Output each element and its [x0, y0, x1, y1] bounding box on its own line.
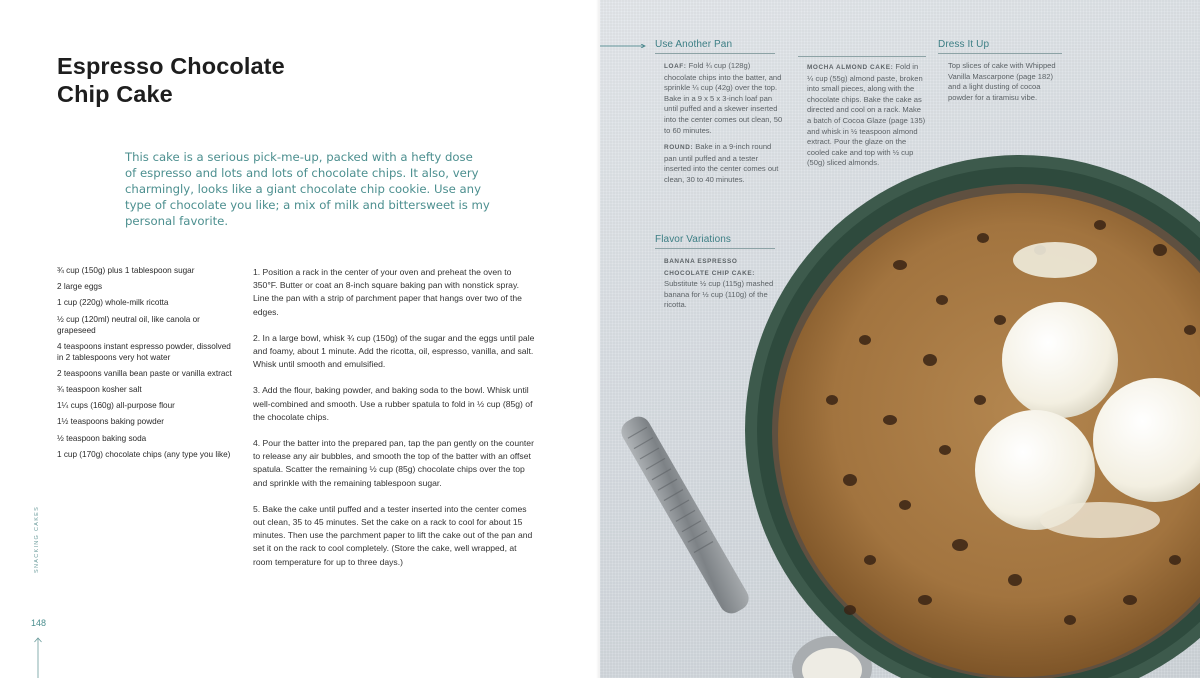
kicker-loaf: LOAF: [664, 63, 687, 70]
sidebar-use-another-pan [655, 39, 783, 192]
intro-line: type of chocolate you like; a mix of milk and bittersweet is my [125, 198, 490, 212]
arrow-right-icon [600, 44, 646, 48]
sidebar-body [798, 62, 926, 169]
ingredient-item: 2 teaspoons vanilla bean paste or vanilla extract [57, 368, 232, 378]
method-step: 3. Add the flour, baking powder, and baking soda to the bowl. Whisk until well-combined and smooth. Use a rubber spatula to fold in ½ cup (85g) of the chocolate chips. [253, 385, 533, 422]
arrow-up-icon [33, 636, 43, 678]
round-text: Bake in a 9-inch round pan until puffed and a tester inserted into the center comes out clean, 30 to 40 minutes. [664, 142, 779, 184]
mocha-text: Fold in ¼ cup (55g) almond paste, broken into small pieces, along with the chocolate chips. Bake the cake as directed and cool on a rack. Make a batch of Cocoa Glaze (page 135) and whisk in ½ teaspoon almond extract. Pour the glaze on the cooled cake and top with ½ cup (50g) sliced almonds. [807, 62, 926, 168]
ingredient-item: ¾ teaspoon kosher salt [57, 385, 142, 395]
ingredient-item: 1 cup (170g) chocolate chips (any type you like) [57, 449, 231, 459]
method-step: 1. Position a rack in the center of your oven and preheat the oven to 350°F. Butter or coat an 8-inch square baking pan with nonstick spray. Line the pan with a strip of parchment paper that hangs over two of the edges. [253, 267, 522, 317]
ingredient-item: ¾ cup (150g) plus 1 tablespoon sugar [57, 266, 195, 275]
sidebar-rule [655, 248, 775, 249]
photo-page [600, 0, 1200, 678]
ingredient-item: 1½ teaspoons baking powder [57, 417, 164, 427]
sidebar-flavor-variations [655, 234, 783, 317]
ingredient-item: ½ teaspoon baking soda [57, 433, 147, 443]
banana-text: Substitute ½ cup (115g) mashed banana for ½ cup (110g) of the ricotta. [664, 279, 774, 310]
sidebar-rule [938, 53, 1062, 54]
ingredient-item: 1¼ cups (160g) all-purpose flour [57, 401, 175, 411]
intro-line: of espresso and lots and lots of chocolate chips. It also, very [125, 166, 479, 180]
method-step: 2. In a large bowl, whisk ¾ cup (150g) of the sugar and the eggs until pale and foamy, about 1 minute. Add the ricotta, oil, espresso, vanilla, and salt. Whisk until smooth and emulsified. [253, 332, 535, 370]
sidebar-dress-it-up [938, 39, 1063, 109]
recipe-title-line-1: Espresso Chocolate [57, 53, 285, 79]
method-step: 5. Bake the cake until puffed and a tester inserted into the center comes out clean, 35 to 45 minutes. Set the cake on a rack to cool for about 15 minutes. Then use the parchment paper to lift the cake out of the pan and set it on the rack to cool completely. (Store the cake, well wrapped, at room temperature for up to three days.) [253, 503, 533, 567]
kicker-mocha: MOCHA ALMOND CAKE: [807, 64, 894, 71]
page-number: 148 [31, 618, 47, 628]
recipe-title [57, 52, 285, 108]
recipe-intro [125, 149, 490, 229]
sidebar-rule [655, 53, 775, 54]
section-label: SNACKING CAKES [34, 505, 40, 573]
loaf-text: Fold ¾ cup (128g) chocolate chips into the batter, and sprinkle ¼ cup (42g) over the top. Bake in a 9 x 5 x 3-inch loaf pan until puffed and a skewer inserted into the center comes out clean, 50 to 60 minutes. [664, 61, 783, 135]
intro-line: charmingly, looks like a giant chocolate chip cookie. Use any [125, 182, 482, 196]
ingredient-item: 1 cup (220g) whole-milk ricotta [57, 298, 169, 308]
sidebar-mocha-almond [798, 56, 926, 175]
sidebar-heading: Flavor Variations [655, 234, 731, 245]
recipe-title-line-2: Chip Cake [57, 81, 173, 107]
sidebar-heading: Dress It Up [938, 39, 990, 50]
ingredient-item: 2 large eggs [57, 282, 103, 292]
sidebar-rule [798, 56, 926, 57]
ingredient-item: 4 teaspoons instant espresso powder, dissolved in 2 tablespoons very hot water [57, 341, 231, 362]
sidebar-body [938, 61, 1063, 103]
ingredient-list [57, 266, 232, 466]
kicker-banana: BANANA ESPRESSO CHOCOLATE CHIP CAKE: [664, 258, 755, 277]
ingredient-item: ½ cup (120ml) neutral oil, like canola or grapeseed [57, 314, 200, 335]
sidebar-body [655, 61, 783, 186]
intro-line: This cake is a serious pick-me-up, packed with a hefty dose [125, 150, 473, 164]
sidebar-heading: Use Another Pan [655, 39, 733, 50]
sidebar-body [655, 256, 783, 311]
method-steps [253, 266, 535, 582]
method-step: 4. Pour the batter into the prepared pan, tap the pan gently on the counter to release any air bubbles, and smooth the top of the batter with an offset spatula. Scatter the remaining ½ cup (85g) chocolate chips over the top and sprinkle with the remaining tablespoon sugar. [253, 438, 534, 488]
dress-text: Top slices of cake with Whipped Vanilla Mascarpone (page 182) and a light dusting of cocoa powder for a tiramisu vibe. [948, 61, 1056, 102]
kicker-round: ROUND: [664, 144, 694, 152]
intro-line: personal favorite. [125, 214, 229, 228]
